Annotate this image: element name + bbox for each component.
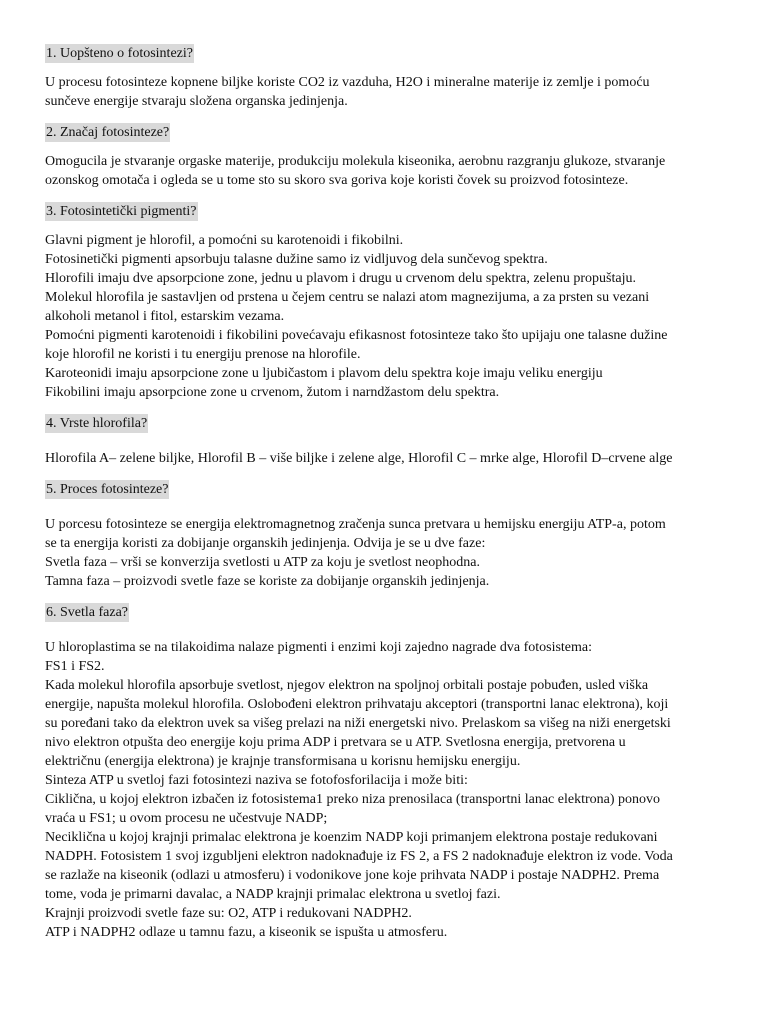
section-2: [45, 123, 735, 190]
text-line: koje hlorofil ne koristi i tu energiju prenose na hlorofile.: [45, 347, 361, 362]
question-heading: 1. Uopšteno o fotosintezi?: [46, 46, 193, 61]
text-line: alkoholi metanol i fitol, estarskim vezama.: [45, 309, 285, 324]
text-line: energije, napušta molekul hlorofila. Oslobođeni elektron prihvataju akceptori (transportni lanac elektrona), koji: [45, 697, 669, 712]
answer-text: [45, 449, 735, 468]
text-line: Glavni pigment je hlorofil, a pomoćni su karotenoidi i fikobilni.: [45, 233, 404, 248]
answer-text: [45, 73, 735, 111]
text-line: Neciklična u kojoj krajnji primalac elektrona je koenzim NADP koji primanjem elektrona postaje redukovani: [45, 830, 658, 845]
text-line: Hlorofili imaju dve apsorpcione zone, jednu u plavom i drugu u crvenom delu spektra, zelenu propuštaju.: [45, 271, 636, 286]
text-line: električnu (energija elektrona) je krajnje transformisana u korisnu hemijsku energiju.: [45, 754, 521, 769]
section-6: [45, 603, 735, 942]
section-1: [45, 44, 735, 111]
text-line: Karoteonidi imaju apsorpcione zone u ljubičastom i plavom delu spektra koje imaju veliku energiju: [45, 366, 603, 381]
text-line: sunčeve energije stvaraju složena organska jedinjenja.: [45, 94, 348, 109]
answer-text: [45, 638, 735, 942]
text-line: nivo elektron otpušta deo energije koju prima ADP i pretvara se u ATP. Svetlosna energija, pretvorena u: [45, 735, 626, 750]
text-line: vraća u FS1; u ovom procesu ne učestvuje NADP;: [45, 811, 328, 826]
question-heading: 2. Značaj fotosinteze?: [46, 125, 170, 140]
question-heading: 3. Fotosintetički pigmenti?: [46, 204, 197, 219]
text-line: Svetla faza – vrši se konverzija svetlosti u ATP za koju je svetlost neophodna.: [45, 555, 480, 570]
text-line: Krajnji proizvodi svetle faze su: O2, ATP i redukovani NADPH2.: [45, 906, 412, 921]
question-heading: 6. Svetla faza?: [46, 605, 129, 620]
text-line: tome, voda je primarni davalac, a NADP krajnji primalac elektrona u svetloj fazi.: [45, 887, 501, 902]
text-line: Fotosinetički pigmenti apsorbuju talasne dužine samo iz vidljuvog dela sunčevog spektra.: [45, 252, 548, 267]
document-page: [45, 44, 735, 954]
text-line: ATP i NADPH2 odlaze u tamnu fazu, a kiseonik se ispušta u atmosferu.: [45, 925, 448, 940]
text-line: se razlaže na kiseonik (odlazi u atmosferu) i vodonikove jone koje prihvata NADP i postaje NADPH2. Prema: [45, 868, 660, 883]
text-line: Fikobilini imaju apsorpcione zone u crvenom, žutom i narndžastom delu spektra.: [45, 385, 500, 400]
text-line: U hloroplastima se na tilakoidima nalaze pigmenti i enzimi koji zajedno nagrade dva fotosistema:: [45, 640, 593, 655]
text-line: U porcesu fotosinteze se energija elektromagnetnog zračenja sunca pretvara u hemijsku energiju ATP-a, potom: [45, 517, 666, 532]
text-line: Pomoćni pigmenti karotenoidi i fikobilini povećavaju efikasnost fotosinteze tako što upijaju one talasne dužine: [45, 328, 668, 343]
question-heading: 5. Proces fotosinteze?: [46, 482, 169, 497]
text-line: Tamna faza – proizvodi svetle faze se koriste za dobijanje organskih jedinjenja.: [45, 574, 490, 589]
section-5: [45, 480, 735, 591]
text-line: Molekul hlorofila je sastavljen od prstena u čejem centru se nalazi atom magnezijuma, a za prsten su vezani: [45, 290, 650, 305]
section-3: [45, 202, 735, 402]
text-line: NADPH. Fotosistem 1 svoj izgubljeni elektron nadoknađuje iz FS 2, a FS 2 nadoknađuje elektron iz vode. Voda: [45, 849, 673, 864]
text-line: U procesu fotosinteze kopnene biljke koriste CO2 iz vazduha, H2O i mineralne materije iz zemlje i pomoću: [45, 75, 650, 90]
text-line: Sinteza ATP u svetloj fazi fotosintezi naziva se fotofosforilacija i može biti:: [45, 773, 468, 788]
text-line: Hlorofila A– zelene biljke, Hlorofil B – više biljke i zelene alge, Hlorofil C – mrke alge, Hlorofil D–crvene alge: [45, 451, 673, 466]
text-line: FS1 i FS2.: [45, 659, 105, 674]
text-line: se ta energija koristi za dobijanje organskih jedinjenja. Odvija je se u dve faze:: [45, 536, 486, 551]
text-line: Kada molekul hlorofila apsorbuje svetlost, njegov elektron na spoljnoj orbitali postaje pobuđen, usled viška: [45, 678, 649, 693]
text-line: ozonskog omotača i ogleda se u tome sto su skoro sva goriva koje koristi čovek su proizvod fotosinteze.: [45, 173, 629, 188]
section-4: [45, 414, 735, 468]
answer-text: [45, 515, 735, 591]
text-line: su poređani tako da elektron uvek sa višeg prelazi na niži energetski nivo. Prelaskom sa višeg na niži energetski: [45, 716, 671, 731]
question-heading: 4. Vrste hlorofila?: [46, 416, 148, 431]
text-line: Omogucila je stvaranje orgaske materije, produkciju molekula kiseonika, aerobnu razgranju glukoze, stvaranje: [45, 154, 666, 169]
answer-text: [45, 231, 735, 402]
text-line: Ciklična, u kojoj elektron izbačen iz fotosistema1 preko niza prenosilaca (transportni lanac elektrona) ponovo: [45, 792, 661, 807]
answer-text: [45, 152, 735, 190]
